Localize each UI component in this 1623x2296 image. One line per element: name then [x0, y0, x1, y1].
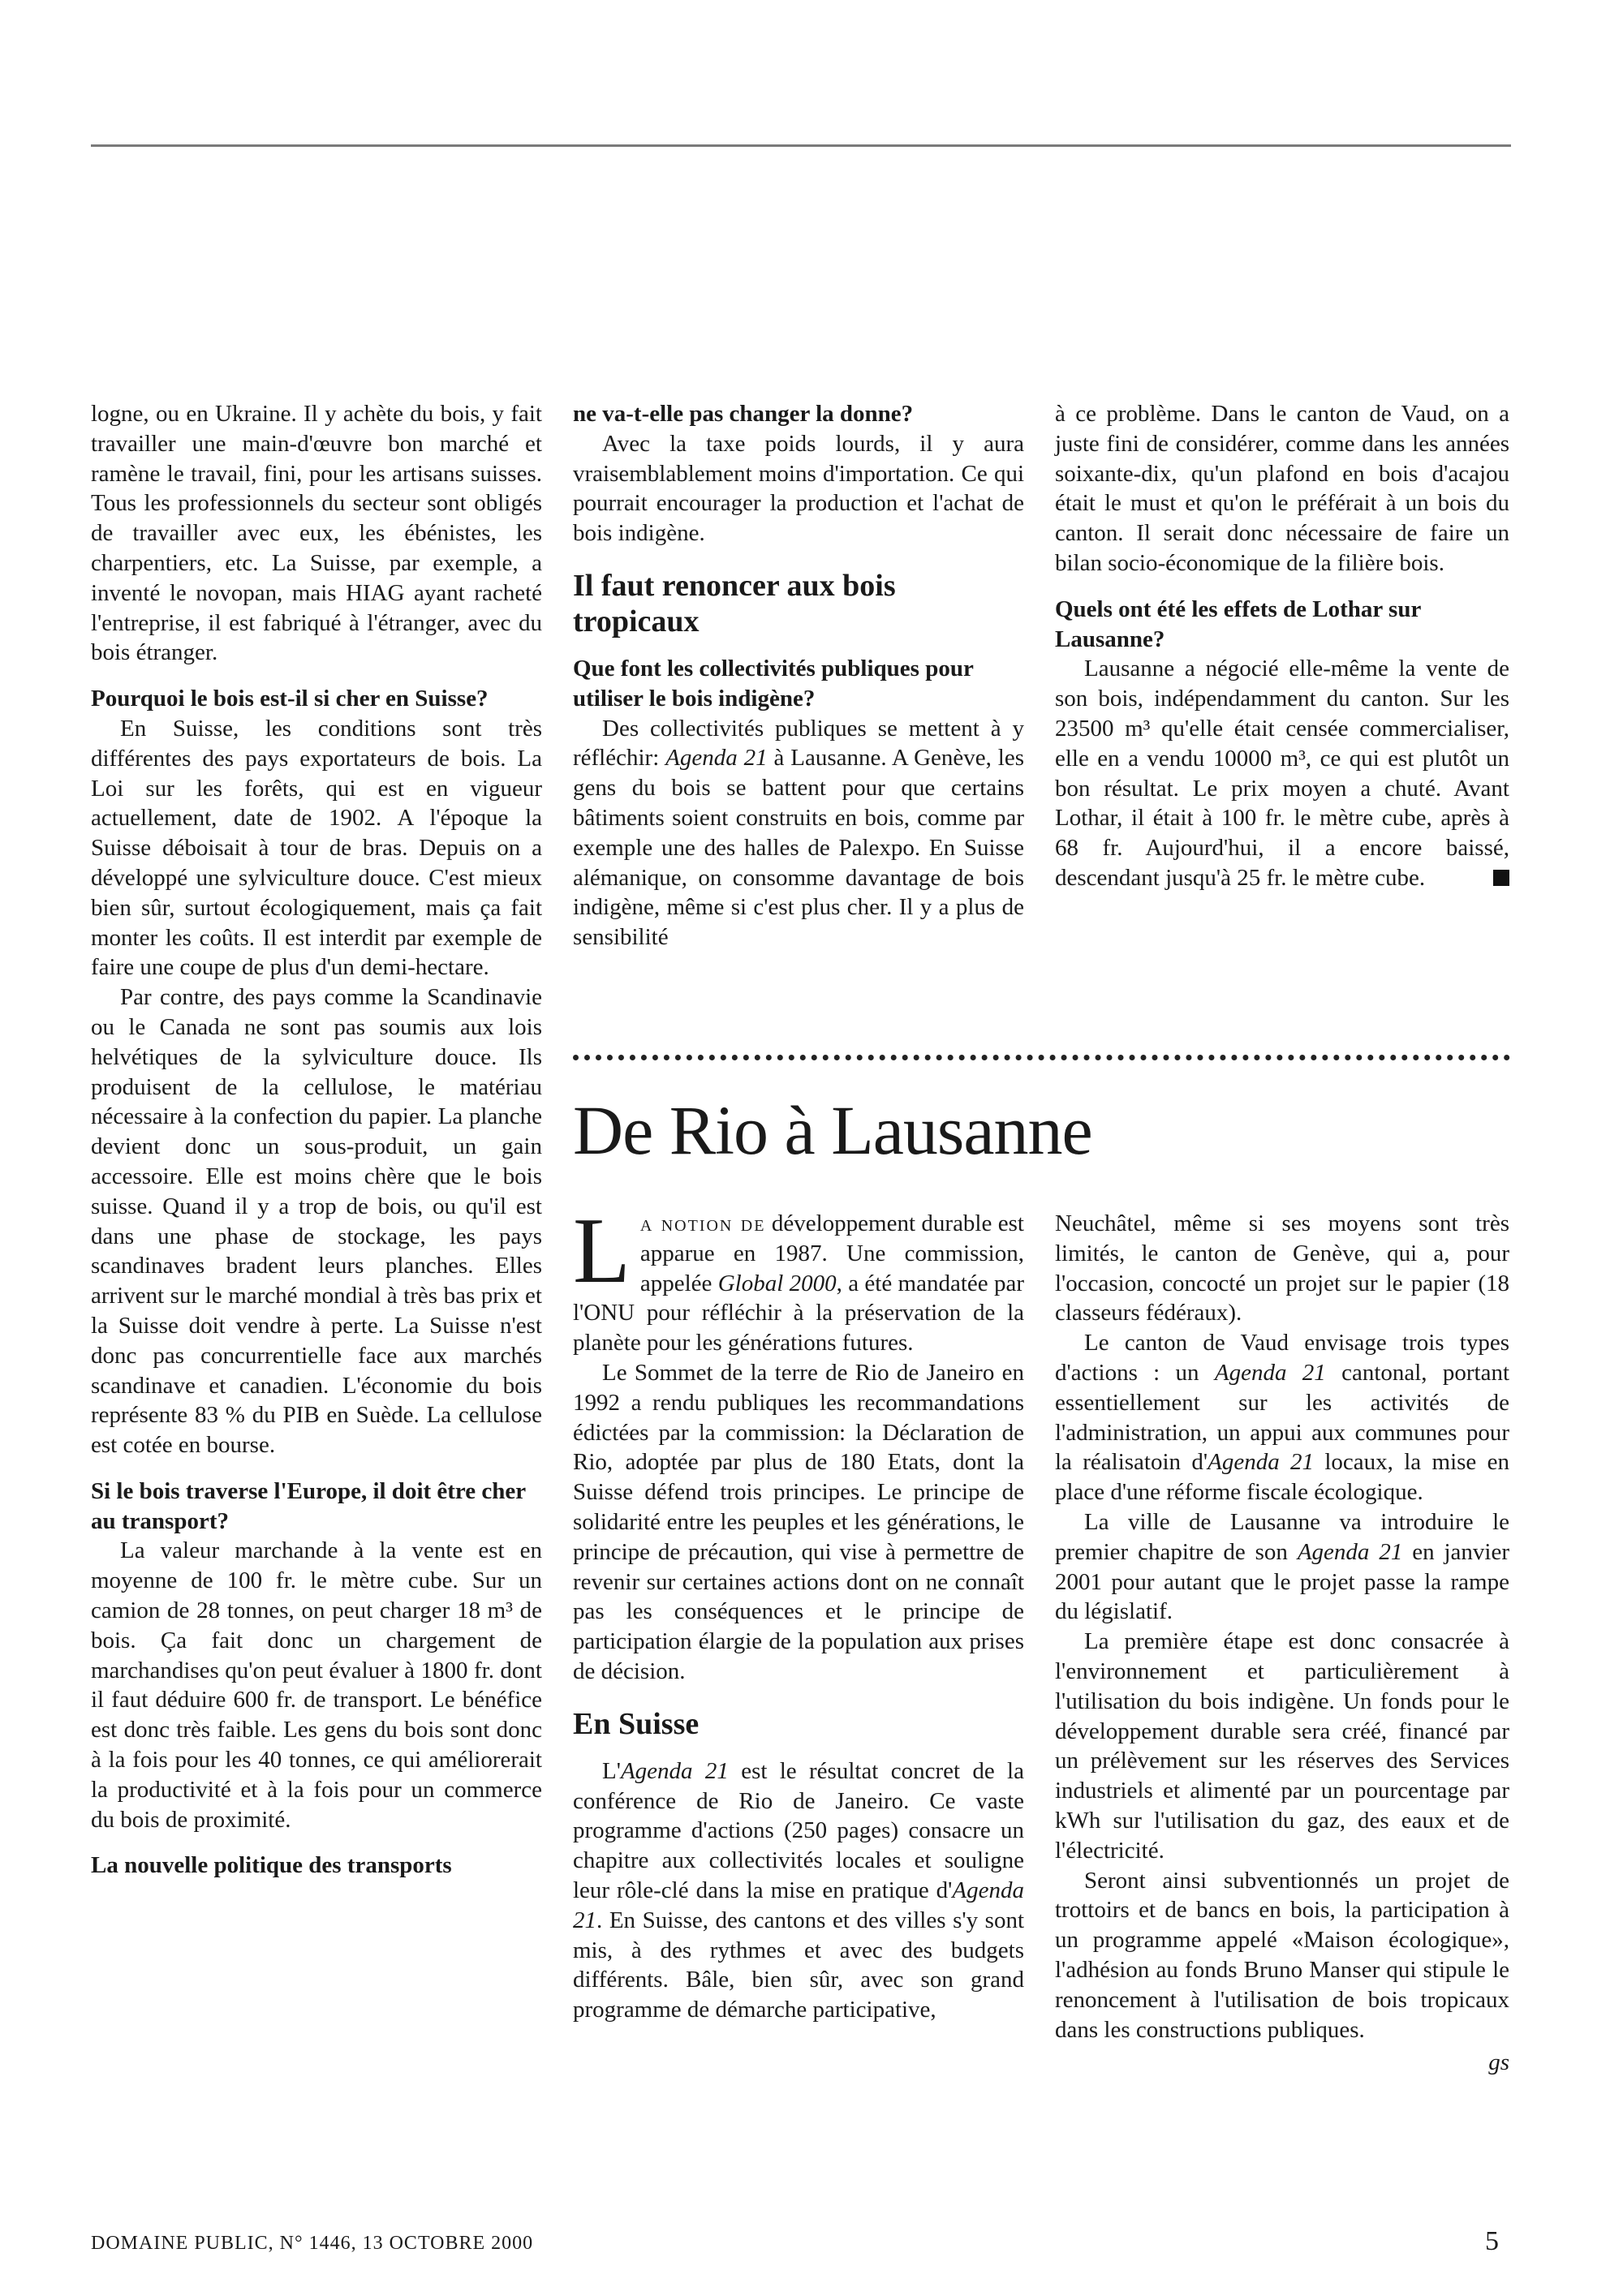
lead-paragraph	[573, 1199, 1024, 1358]
text-run: à Lausanne. A Genève, les gens du bois se battent pour que certains bâtiments soient construits en bois, comme par exemple une des halles de Palexpo. En Suisse alémanique, on consomme davantage de bois indigène, même si c'est plus cher. Il y a plus de sensibilité	[573, 745, 1024, 951]
text-run: développement durable est apparue en 1987. Une commission, appelée	[639, 1210, 1024, 1296]
top-rule	[91, 144, 1511, 147]
article-column-2	[1055, 1209, 1509, 2078]
page-number: 5	[1485, 2226, 1499, 2256]
paragraph: logne, ou en Ukraine. Il y achète du bois, y fait travailler une main-d'œuvre bon marché et ramène le travail, fini, pour les artisans suisses. Tous les professionnels du secteur sont obligés de travailler avec eux, les ébénistes, les charpentiers, etc. La Suisse, par exemple, a inventé le novopan, mais HIAG ayant racheté l'entreprise, il est fabriqué à l'étranger, avec du bois étranger.	[91, 401, 542, 666]
article-column-1	[573, 1199, 1024, 2025]
global-2000-term: Global 2000	[717, 1270, 837, 1296]
section-heading: Il faut renoncer aux bois tropicaux	[573, 568, 896, 638]
column-1	[91, 399, 542, 1881]
interview-question: Pourquoi le bois est-il si cher en Suisse?	[91, 686, 489, 712]
text-run: locaux, la mise en place d'une réforme fiscale écologique.	[1055, 1449, 1509, 1506]
interview-question: Quels ont été les effets de Lothar sur Lausanne?	[1055, 595, 1421, 652]
paragraph: La première étape est donc consacrée à l'environnement et particulièrement à l'utilisation du bois indigène. Un fonds pour le développement durable sera créé, financé par un prélèvement sur les réserves des Services industriels et alimenté par un pourcentage par kWh sur l'utilisation du gaz, des eaux et de l'électricité.	[1055, 1628, 1509, 1864]
section-heading: En Suisse	[573, 1706, 700, 1741]
interview-question: Si le bois traverse l'Europe, il doit être cher au transport?	[91, 1477, 526, 1534]
text-run: Le canton de Vaud envisage trois types d'actions : un	[1055, 1330, 1509, 1386]
paragraph: La valeur marchande à la vente est en moyenne de 100 fr. le mètre cube. Sur un camion de 28 tonnes, on peut charger 18 m³ de bois. Ça fait donc un chargement de marchandises qu'on peut évaluer à 1800 fr. dont il faut déduire 600 fr. de transport. Le bénéfice est donc très faible. Les gens du bois sont donc à la fois pour les 40 tonnes, ce qui améliorerait la productivité et à la fois pour un commerce du bois de proximité.	[91, 1537, 542, 1833]
interview-question: ne va-t-elle pas changer la donne?	[573, 401, 914, 427]
text-run: . En Suisse, des cantons et des villes s'y sont mis, à des rythmes et avec des budgets différents. Bâle, bien sûr, avec son grand programme de démarche participative,	[573, 1907, 1024, 2023]
text-run: est le résultat concret de la conférence de Rio de Janeiro. Ce vaste programme d'actions (250 pages) consacre un chapitre aux collectivités locales et souligne leur rôle-clé dans la mise en pratique d'	[573, 1757, 1024, 1903]
paragraph: Le Sommet de la terre de Rio de Janeiro en 1992 a rendu publiques les recommandations édictées par la commission: la Déclaration de Rio, adoptée par plus de 180 Etats, dont la Suisse défend trois principes. Le principe de solidarité entre les peuples et les générations, le principe de précaution, qui vise à permettre de revenir sur certaines actions dont on ne connaît pas les conséquences et le principe de participation élargie de la population aux prises de décision.	[573, 1359, 1024, 1684]
interview-question: La nouvelle politique des transports	[91, 1852, 452, 1879]
footer-publication: DOMAINE PUBLIC, N° 1446, 13 OCTOBRE 2000	[91, 2233, 534, 2254]
paragraph	[573, 714, 1024, 952]
lead-smallcaps: a notion de	[639, 1210, 766, 1236]
interview-question: Que font les collectivités publiques pour utiliser le bois indigène?	[573, 655, 974, 712]
article-title: De Rio à Lausanne	[573, 1091, 1092, 1169]
agenda-21-term: Agenda 21	[620, 1757, 729, 1784]
paragraph	[1055, 654, 1509, 892]
text-run: L'	[602, 1757, 621, 1784]
text-run: Des collectivités publiques se mettent à y réfléchir:	[573, 715, 1024, 772]
paragraph: Avec la taxe poids lourds, il y aura vraisemblablement moins d'importation. Ce qui pourrait encourager la production et l'achat de bois indigène.	[573, 430, 1024, 547]
agenda-21-term: Agenda 21	[573, 1877, 1024, 1933]
paragraph	[573, 1756, 1024, 2025]
agenda-21-term: Agenda 21	[1214, 1359, 1326, 1386]
text-run: La ville de Lausanne va introduire le premier chapitre de son	[1055, 1508, 1509, 1565]
text-run: , a été mandatée par l'ONU pour réfléchir à la préservation de la planète pour les générations futures.	[573, 1270, 1024, 1357]
paragraph: En Suisse, les conditions sont très différentes des pays exportateurs de bois. La Loi sur les forêts, qui est en vigueur actuellement, date de 1902. A l'époque la Suisse déboisait à tour de bras. Depuis on a développé une sylviculture douce. C'est mieux bien sûr, surtout écologiquement, mais ça fait monter les coûts. Il est interdit par exemple de faire une coupe de plus d'un demi-hectare.	[91, 715, 542, 981]
paragraph: Neuchâtel, même si ses moyens sont très limités, le canton de Genève, qui a, pour l'occasion, concocté un projet sur le papier (18 classeurs fédéraux).	[1055, 1210, 1509, 1326]
end-of-article-mark	[1493, 870, 1509, 886]
paragraph	[1055, 1328, 1509, 1507]
drop-cap: L	[573, 1199, 631, 1303]
agenda-21-term: Agenda 21	[1208, 1449, 1315, 1476]
paragraph: Seront ainsi subventionnés un projet de trottoirs et de bancs en bois, la participation à un programme appelé «Maison écologique», l'adhésion au fonds Bruno Manser qui stipule le renoncement à l'utilisation de bois tropicaux dans les constructions publiques.	[1055, 1867, 1509, 2043]
paragraph: à ce problème. Dans le canton de Vaud, on a juste fini de considérer, comme dans les années soixante-dix, qu'un plafond en bois d'acajou était le must et qu'on le préférait à un bois du canton. Il serait donc nécessaire de faire un bilan socio-économique de la filière bois.	[1055, 401, 1509, 576]
paragraph	[1055, 1507, 1509, 1627]
dotted-separator	[573, 1055, 1510, 1060]
column-3	[1055, 399, 1509, 893]
author-signature: gs	[1488, 2049, 1509, 2076]
agenda-21-term: Agenda 21	[665, 745, 768, 772]
column-2	[573, 399, 1024, 952]
paragraph: Par contre, des pays comme la Scandinavie ou le Canada ne sont pas soumis aux lois helvétiques de la sylviculture douce. Ils produisent de la cellulose, le matériau nécessaire à la confection du papier. La planche devient donc un sous-produit, un gain accessoire. Elle est moins chère que le bois suisse. Quand il y a trop de bois, ou qu'il est dans une phase de stockage, les pays scandinaves bradent leurs planches. Elles arrivent sur le marché mondial à très bas prix et la Suisse doit vendre à perte. La Suisse n'est donc pas concurrentielle face aux marchés scandinave et canadien. L'économie du bois représente 83 % du PIB en Suède. La cellulose est cotée en bourse.	[91, 984, 542, 1459]
text-run: Lausanne a négocié elle-même la vente de son bois, indépendamment du canton. Sur les 23500 m³ qu'elle était censée commercialiser, elle en a vendu 10000 m³, ce qui est plutôt un bon résultat. Le prix moyen a chuté. Avant Lothar, il était à 100 fr. le mètre cube, après à 68 fr. Aujourd'hui, il a encore baissé, descendant jusqu'à 25 fr. le mètre cube.	[1055, 656, 1509, 891]
text-run: cantonal, portant essentiellement sur les activités de l'administration, un appui aux communes pour la réalisatoin d'	[1055, 1359, 1510, 1476]
text-run: en janvier 2001 pour autant que le projet passe la rampe du législatif.	[1055, 1538, 1510, 1625]
agenda-21-term: Agenda 21	[1297, 1538, 1403, 1565]
